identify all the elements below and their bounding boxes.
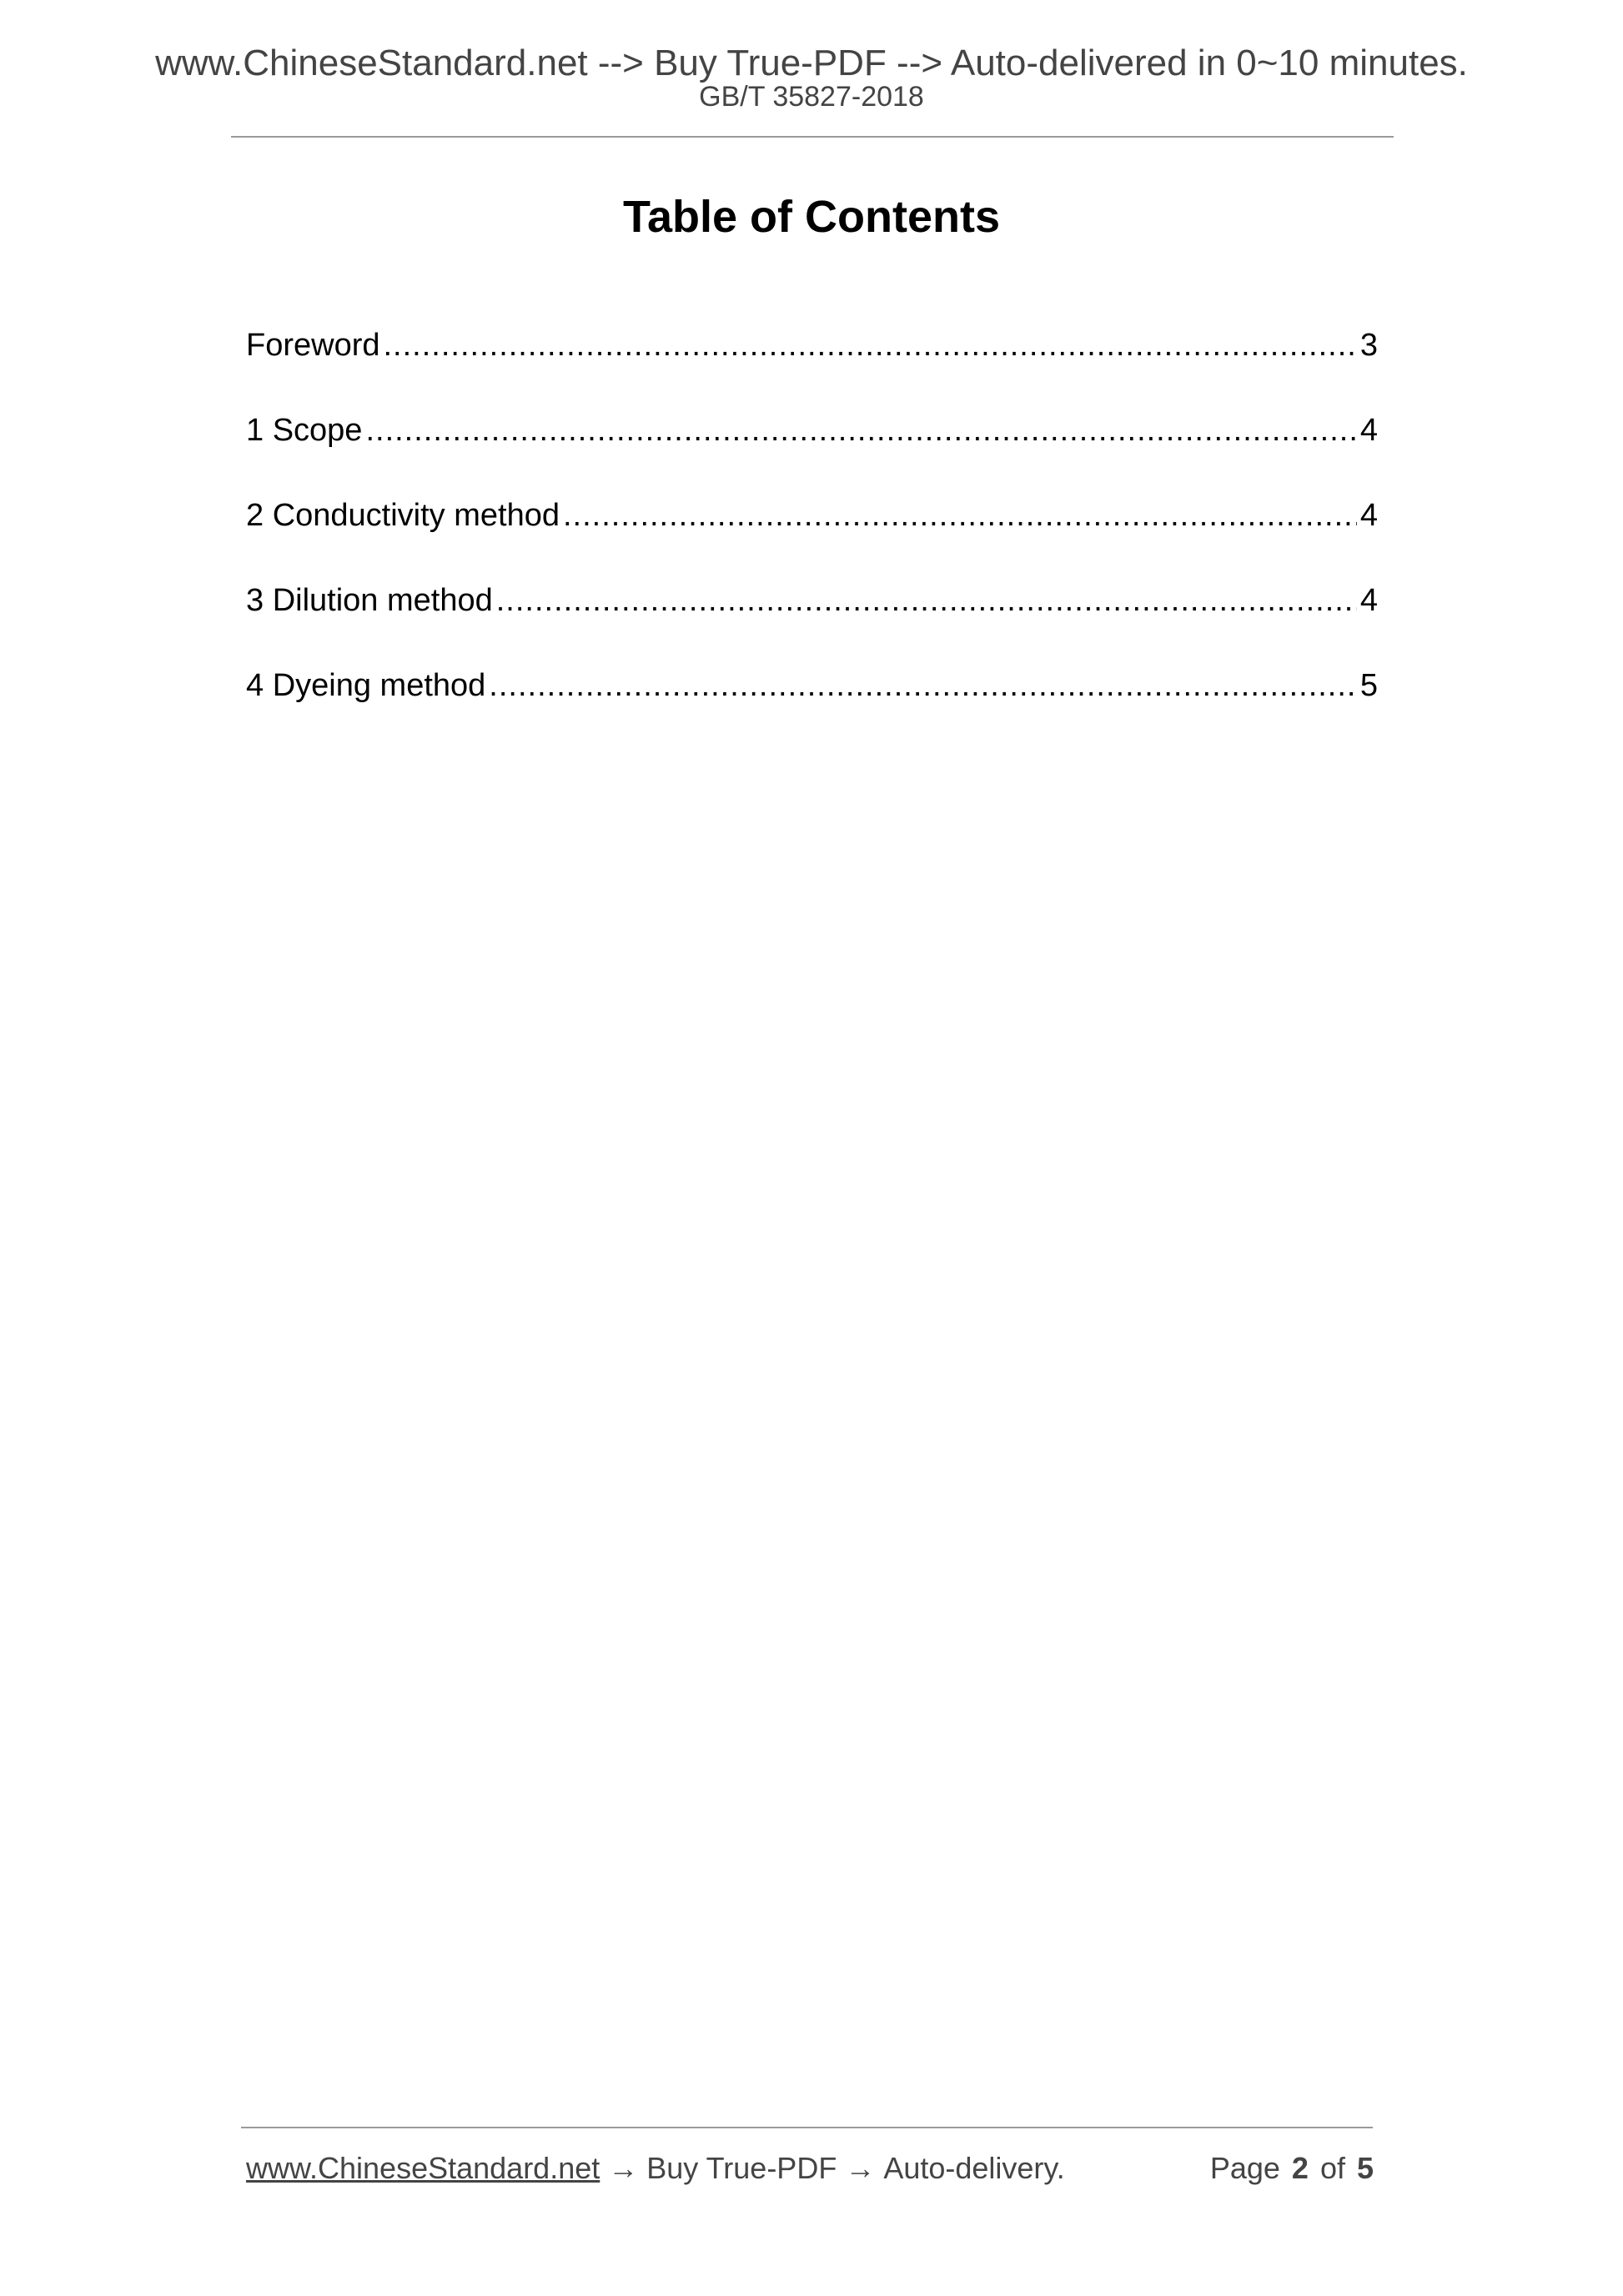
- total-page-number: 5: [1356, 2151, 1374, 2185]
- toc-entry-conductivity-method[interactable]: [246, 490, 1378, 575]
- toc-entry-page: 4: [1359, 583, 1378, 618]
- right-arrow-icon: →: [845, 2151, 876, 2185]
- current-page-number: 2: [1291, 2151, 1309, 2185]
- toc-entry-foreword[interactable]: [246, 320, 1378, 405]
- toc-entry-scope[interactable]: [246, 405, 1378, 490]
- footer-divider: [241, 2127, 1373, 2128]
- toc-dot-leader: [496, 575, 1357, 625]
- footer-site-link[interactable]: www.ChineseStandard.net: [246, 2151, 600, 2185]
- of-word: of: [1319, 2151, 1345, 2185]
- toc-dot-leader: [489, 661, 1357, 711]
- toc-entry-page: 4: [1359, 413, 1378, 448]
- toc-dot-leader: [384, 320, 1357, 370]
- toc-entry-label: 4 Dyeing method: [246, 668, 486, 703]
- toc-entry-label: 1 Scope: [246, 413, 363, 448]
- toc-entry-page: 3: [1359, 328, 1378, 363]
- toc-entry-page: 5: [1359, 668, 1378, 703]
- toc-list: [246, 320, 1378, 746]
- toc-dot-leader: [365, 405, 1356, 455]
- page-word: Page: [1209, 2151, 1280, 2185]
- right-arrow-icon: →: [608, 2151, 639, 2185]
- toc-entry-label: 2 Conductivity method: [246, 498, 560, 533]
- document-number: GB/T 35827-2018: [699, 81, 924, 113]
- footer-delivery-text: Auto-delivery.: [883, 2151, 1065, 2185]
- header-banner: www.ChineseStandard.net --> Buy True-PDF --> Auto-delivered in 0~10 minutes.: [155, 43, 1468, 83]
- toc-entry-dilution-method[interactable]: [246, 575, 1378, 661]
- toc-title: Table of Contents: [623, 192, 1000, 242]
- toc-entry-label: 3 Dilution method: [246, 583, 493, 618]
- header-divider: [231, 136, 1394, 138]
- footer-left-group: [246, 2148, 1065, 2189]
- toc-entry-dyeing-method[interactable]: [246, 661, 1378, 746]
- toc-entry-page: 4: [1359, 498, 1378, 533]
- footer-buy-text: Buy True-PDF: [646, 2151, 837, 2185]
- toc-entry-label: Foreword: [246, 328, 380, 363]
- toc-dot-leader: [563, 490, 1357, 540]
- page-footer: [246, 2148, 1374, 2189]
- page-indicator: [1210, 2148, 1374, 2189]
